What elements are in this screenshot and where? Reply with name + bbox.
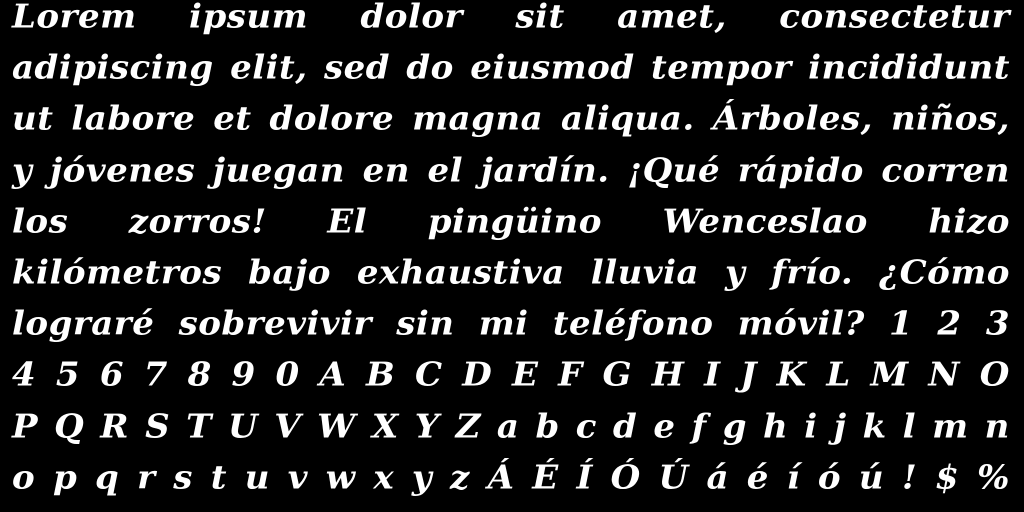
token: et (213, 100, 252, 139)
token: corren (881, 151, 1010, 190)
token: elit, (230, 49, 308, 88)
glyph: K (776, 356, 807, 395)
glyph: R (100, 407, 130, 446)
token: frío. (771, 253, 854, 293)
specimen-line-6 (12, 249, 1010, 298)
token: ipsum (189, 0, 309, 37)
glyph: D (462, 356, 493, 395)
glyph: í (786, 458, 801, 497)
token: juegan (212, 151, 345, 190)
glyph: Ú (658, 458, 689, 497)
glyph: i (804, 407, 818, 446)
token: 1 (889, 304, 914, 344)
token: pingüino (427, 202, 602, 241)
glyph: g (722, 407, 747, 446)
glyph: O (979, 356, 1010, 395)
specimen-line-1 (12, 0, 1010, 42)
glyph: t (210, 458, 227, 497)
specimen-line-10 (12, 454, 1010, 503)
token: labore (71, 100, 196, 139)
token: ut (12, 100, 54, 139)
glyph: a (496, 407, 520, 446)
glyph: T (186, 407, 212, 446)
token: ¿Cómo (879, 253, 1010, 293)
glyph: M (870, 356, 909, 395)
token: sobrevivir (178, 304, 372, 344)
glyph: c (575, 407, 597, 446)
token: teléfono (552, 304, 714, 344)
token: bajo (248, 253, 331, 293)
glyph: d (613, 407, 638, 446)
glyph: ! (901, 458, 918, 497)
glyph: v (287, 458, 309, 497)
glyph: e (653, 407, 676, 446)
glyph: % (977, 458, 1010, 497)
glyph: 8 (187, 356, 212, 395)
glyph: q (95, 458, 120, 497)
glyph: V (274, 407, 302, 446)
token: lograré (12, 304, 155, 344)
glyph: o (12, 458, 36, 497)
glyph: A (319, 356, 347, 395)
glyph: Á (487, 458, 515, 497)
glyph: $ (935, 458, 960, 497)
glyph: 0 (275, 356, 300, 395)
glyph: Y (414, 407, 440, 446)
glyph: 9 (231, 356, 256, 395)
glyph: x (373, 458, 395, 497)
glyph: z (449, 458, 470, 497)
specimen-line-7 (12, 300, 1010, 349)
token: 2 (937, 304, 962, 344)
glyph: C (414, 356, 443, 395)
token: jardín. (480, 151, 610, 190)
token: sed (323, 49, 391, 88)
glyph: Ó (610, 458, 641, 497)
token: adipiscing (12, 49, 214, 88)
glyph: X (371, 407, 399, 446)
token: aliqua. (561, 100, 695, 139)
glyph: Q (54, 407, 85, 446)
token: exhaustiva (356, 253, 565, 293)
specimen-line-9 (12, 403, 1010, 452)
token: rápido (737, 151, 864, 190)
token: y (12, 151, 33, 190)
token: tempor (650, 49, 792, 88)
glyph: é (746, 458, 769, 497)
token: jóvenes (49, 151, 196, 190)
token: Árboles, (712, 100, 873, 139)
token: ¡Qué (627, 151, 721, 190)
token: y (725, 253, 746, 293)
token: Lorem (12, 0, 137, 37)
glyph: 7 (143, 356, 168, 395)
glyph: 4 (12, 356, 37, 395)
glyph: ó (817, 458, 842, 497)
token: El (327, 202, 368, 241)
glyph: B (365, 356, 396, 395)
glyph: j (833, 407, 847, 446)
glyph: m (932, 407, 969, 446)
specimen-line-8 (12, 351, 1010, 400)
glyph: U (228, 407, 259, 446)
token: el (427, 151, 464, 190)
specimen-line-4 (12, 147, 1010, 196)
glyph: L (826, 356, 851, 395)
glyph: P (12, 407, 39, 446)
glyph: E (511, 356, 539, 395)
glyph: r (137, 458, 156, 497)
token: lluvia (590, 253, 700, 293)
glyph: Z (455, 407, 481, 446)
glyph: W (317, 407, 356, 446)
glyph: y (411, 458, 433, 497)
glyph: s (173, 458, 193, 497)
token: niños, (890, 100, 1010, 139)
token: mi (478, 304, 529, 344)
token: Wenceslao (662, 202, 868, 241)
glyph: b (535, 407, 560, 446)
glyph: á (706, 458, 729, 497)
glyph: p (52, 458, 78, 497)
specimen-line-5 (12, 198, 1010, 247)
token: sin (396, 304, 455, 344)
token: eiusmod (470, 49, 635, 88)
glyph: u (244, 458, 270, 497)
token: incididunt (808, 49, 1010, 88)
token: en (362, 151, 410, 190)
token: do (406, 49, 454, 88)
glyph: F (558, 356, 583, 395)
specimen-line-3 (12, 95, 1010, 144)
token: amet, (617, 0, 727, 37)
glyph: h (763, 407, 789, 446)
token: consectetur (779, 0, 1010, 37)
glyph: G (602, 356, 633, 395)
glyph: J (740, 356, 757, 395)
glyph: S (145, 407, 171, 446)
token: hizo (928, 202, 1010, 241)
glyph: l (902, 407, 917, 446)
glyph: H (651, 356, 685, 395)
token: magna (412, 100, 544, 139)
token: dolor (360, 0, 463, 37)
glyph: 6 (99, 356, 124, 395)
token: los (12, 202, 69, 241)
glyph: Í (576, 458, 593, 497)
token: móvil? (737, 304, 865, 344)
glyph: 5 (55, 356, 81, 395)
token: 3 (985, 304, 1010, 344)
token: sit (515, 0, 565, 37)
glyph: N (928, 356, 960, 395)
token: dolore (269, 100, 395, 139)
token: kilómetros (12, 253, 223, 293)
glyph: n (984, 407, 1010, 446)
specimen-line-2 (12, 44, 1010, 93)
glyph: I (704, 356, 721, 395)
glyph: f (691, 407, 707, 446)
glyph: w (325, 458, 356, 497)
glyph: ú (858, 458, 885, 497)
glyph: É (532, 458, 559, 497)
glyph: k (862, 407, 887, 446)
token: zorros! (128, 202, 267, 241)
